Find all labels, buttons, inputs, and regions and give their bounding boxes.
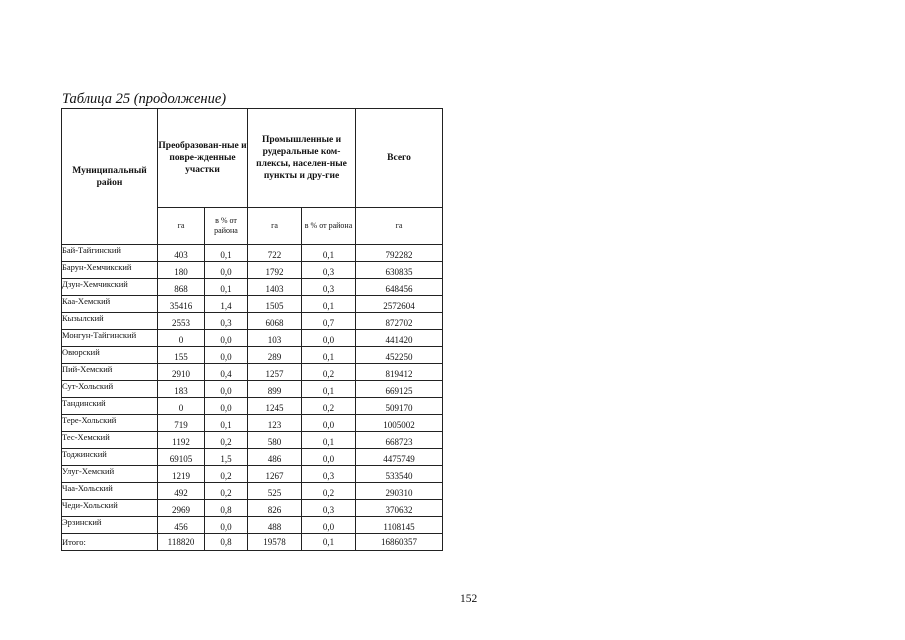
transformed-ha: 35416 (158, 296, 205, 313)
table-row (62, 500, 443, 517)
table-row (62, 245, 443, 262)
district-name: Тандинский (62, 398, 158, 415)
industrial-ha: 1267 (248, 466, 302, 483)
transformed-ha: 1219 (158, 466, 205, 483)
table-row (62, 279, 443, 296)
total-row (62, 534, 443, 551)
table-body (62, 245, 443, 551)
industrial-percent: 0,3 (302, 466, 356, 483)
total-ha: 2572604 (356, 296, 443, 313)
district-name: Овюрский (62, 347, 158, 364)
table-row (62, 262, 443, 279)
total-industrial-ha: 19578 (248, 534, 302, 551)
district-name: Каа-Хемский (62, 296, 158, 313)
total-ha: 1005002 (356, 415, 443, 432)
table-row (62, 364, 443, 381)
subheader-percent: в % от района (205, 208, 248, 245)
land-use-table (61, 108, 443, 551)
transformed-percent: 0,2 (205, 432, 248, 449)
transformed-ha: 1192 (158, 432, 205, 449)
header-total: Всего (356, 109, 443, 208)
industrial-percent: 0,0 (302, 415, 356, 432)
industrial-ha: 123 (248, 415, 302, 432)
total-industrial-percent: 0,1 (302, 534, 356, 551)
total-ha: 872702 (356, 313, 443, 330)
industrial-ha: 1792 (248, 262, 302, 279)
table-row (62, 432, 443, 449)
total-transformed-ha: 118820 (158, 534, 205, 551)
page-number: 152 (460, 593, 478, 605)
header-district: Муниципальный район (62, 109, 158, 245)
table-row (62, 398, 443, 415)
table-row (62, 415, 443, 432)
transformed-ha: 403 (158, 245, 205, 262)
transformed-percent: 0,3 (205, 313, 248, 330)
transformed-percent: 0,1 (205, 245, 248, 262)
industrial-percent: 0,7 (302, 313, 356, 330)
district-name: Тоджинский (62, 449, 158, 466)
table-row (62, 381, 443, 398)
district-name: Барун-Хемчикский (62, 262, 158, 279)
total-ha: 370632 (356, 500, 443, 517)
industrial-ha: 525 (248, 483, 302, 500)
total-ha: 4475749 (356, 449, 443, 466)
industrial-percent: 0,1 (302, 347, 356, 364)
table-row (62, 483, 443, 500)
transformed-percent: 0,0 (205, 381, 248, 398)
subheader-percent: в % от района (302, 208, 356, 245)
transformed-percent: 1,5 (205, 449, 248, 466)
industrial-percent: 0,0 (302, 517, 356, 534)
header-industrial-settlements: Промышленные и рудеральные ком-плексы, населен-ные пункты и дру-гие (248, 109, 356, 208)
table-row (62, 466, 443, 483)
table-row (62, 330, 443, 347)
industrial-ha: 1257 (248, 364, 302, 381)
transformed-percent: 0,1 (205, 415, 248, 432)
industrial-percent: 0,1 (302, 432, 356, 449)
total-ha: 509170 (356, 398, 443, 415)
header-transformed-damaged: Преобразован-ные и повре-жденные участки (158, 109, 248, 208)
total-ha: 668723 (356, 432, 443, 449)
total-ha: 441420 (356, 330, 443, 347)
district-name: Чаа-Хольский (62, 483, 158, 500)
total-ha: 630835 (356, 262, 443, 279)
table-row (62, 313, 443, 330)
district-name: Пий-Хемский (62, 364, 158, 381)
industrial-percent: 0,0 (302, 449, 356, 466)
table-row (62, 296, 443, 313)
industrial-percent: 0,3 (302, 262, 356, 279)
industrial-percent: 0,2 (302, 398, 356, 415)
total-ha: 792282 (356, 245, 443, 262)
transformed-ha: 2910 (158, 364, 205, 381)
industrial-percent: 0,2 (302, 483, 356, 500)
industrial-percent: 0,1 (302, 296, 356, 313)
transformed-ha: 456 (158, 517, 205, 534)
industrial-ha: 289 (248, 347, 302, 364)
industrial-ha: 899 (248, 381, 302, 398)
industrial-percent: 0,3 (302, 279, 356, 296)
total-ha: 669125 (356, 381, 443, 398)
transformed-percent: 0,4 (205, 364, 248, 381)
transformed-percent: 0,2 (205, 483, 248, 500)
grand-total-ha: 16860357 (356, 534, 443, 551)
district-name: Чеди-Хольский (62, 500, 158, 517)
transformed-ha: 868 (158, 279, 205, 296)
transformed-percent: 0,0 (205, 517, 248, 534)
district-name: Дзун-Хемчикский (62, 279, 158, 296)
total-ha: 452250 (356, 347, 443, 364)
district-name: Тес-Хемский (62, 432, 158, 449)
transformed-percent: 0,0 (205, 347, 248, 364)
district-name: Тере-Хольский (62, 415, 158, 432)
industrial-percent: 0,3 (302, 500, 356, 517)
table-caption: Таблица 25 (продолжение) (62, 91, 227, 107)
transformed-ha: 2969 (158, 500, 205, 517)
transformed-percent: 1,4 (205, 296, 248, 313)
subheader-ha: га (248, 208, 302, 245)
transformed-ha: 0 (158, 398, 205, 415)
total-ha: 819412 (356, 364, 443, 381)
industrial-percent: 0,2 (302, 364, 356, 381)
transformed-percent: 0,1 (205, 279, 248, 296)
industrial-ha: 6068 (248, 313, 302, 330)
subheader-ha: га (158, 208, 205, 245)
industrial-percent: 0,1 (302, 381, 356, 398)
subheader-ha: га (356, 208, 443, 245)
industrial-ha: 1403 (248, 279, 302, 296)
total-ha: 648456 (356, 279, 443, 296)
total-label: Итого: (62, 534, 158, 551)
transformed-ha: 180 (158, 262, 205, 279)
table-row (62, 449, 443, 466)
district-name: Кызылский (62, 313, 158, 330)
transformed-ha: 2553 (158, 313, 205, 330)
transformed-ha: 155 (158, 347, 205, 364)
industrial-ha: 1505 (248, 296, 302, 313)
transformed-percent: 0,2 (205, 466, 248, 483)
total-ha: 533540 (356, 466, 443, 483)
district-name: Монгун-Тайгинский (62, 330, 158, 347)
transformed-ha: 69105 (158, 449, 205, 466)
table-row (62, 347, 443, 364)
industrial-ha: 1245 (248, 398, 302, 415)
industrial-ha: 826 (248, 500, 302, 517)
transformed-percent: 0,8 (205, 500, 248, 517)
industrial-ha: 488 (248, 517, 302, 534)
industrial-percent: 0,1 (302, 245, 356, 262)
transformed-percent: 0,0 (205, 262, 248, 279)
transformed-ha: 0 (158, 330, 205, 347)
industrial-ha: 103 (248, 330, 302, 347)
transformed-percent: 0,0 (205, 330, 248, 347)
industrial-ha: 486 (248, 449, 302, 466)
district-name: Бай-Тайгинский (62, 245, 158, 262)
table-row (62, 517, 443, 534)
industrial-ha: 580 (248, 432, 302, 449)
transformed-ha: 183 (158, 381, 205, 398)
total-ha: 1108145 (356, 517, 443, 534)
industrial-ha: 722 (248, 245, 302, 262)
district-name: Улуг-Хемский (62, 466, 158, 483)
district-name: Сут-Хольский (62, 381, 158, 398)
total-ha: 290310 (356, 483, 443, 500)
industrial-percent: 0,0 (302, 330, 356, 347)
transformed-percent: 0,0 (205, 398, 248, 415)
transformed-ha: 492 (158, 483, 205, 500)
transformed-ha: 719 (158, 415, 205, 432)
district-name: Эрзинский (62, 517, 158, 534)
total-transformed-percent: 0,8 (205, 534, 248, 551)
